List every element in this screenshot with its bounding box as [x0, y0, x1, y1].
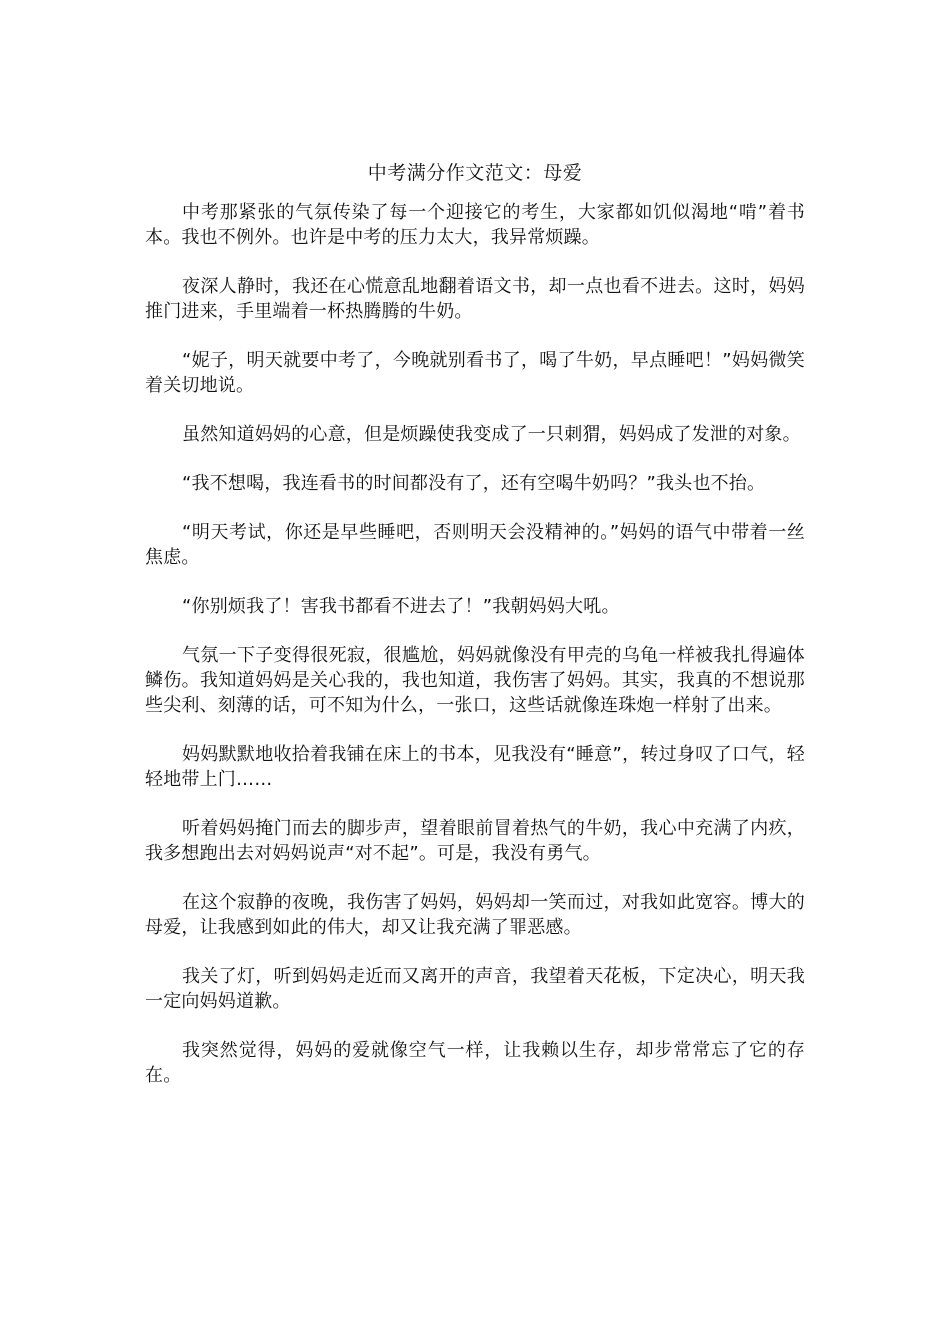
paragraph: 气氛一下子变得很死寂，很尴尬，妈妈就像没有甲壳的乌龟一样被我扎得遍体鳞伤。我知道妈妈是关心我的，我也知道，我伤害了妈妈。其实，我真的不想说那些尖利、刻薄的话，可不知为什么，一张口，这些话就像连珠炮一样射了出来。 [145, 645, 805, 716]
paragraph: 虽然知道妈妈的心意，但是烦躁使我变成了一只刺猬，妈妈成了发泄的对象。 [182, 424, 801, 445]
paragraph: 我突然觉得，妈妈的爱就像空气一样，让我赖以生存，却步常常忘了它的存在。 [145, 1040, 805, 1086]
document-title: 中考满分作文范文：母爱 [367, 162, 583, 184]
paragraph: 我关了灯，听到妈妈走近而又离开的声音，我望着天花板，下定决心，明天我一定向妈妈道歉。 [145, 966, 805, 1012]
paragraph: 夜深人静时，我还在心慌意乱地翻着语文书，却一点也看不进去。这时，妈妈推门进来，手里端着一杯热腾腾的牛奶。 [145, 276, 805, 322]
paragraph: 妈妈默默地收拾着我铺在床上的书本，见我没有“睡意”，转过身叹了口气，轻轻地带上门…… [145, 744, 805, 790]
paragraph: 听着妈妈掩门而去的脚步声，望着眼前冒着热气的牛奶，我心中充满了内疚，我多想跑出去对妈妈说声“对不起”。可是，我没有勇气。 [145, 818, 805, 864]
paragraph: 在这个寂静的夜晚，我伤害了妈妈，妈妈却一笑而过，对我如此宽容。博大的母爱，让我感到如此的伟大，却又让我充满了罪恶感。 [145, 892, 805, 938]
paragraph: 中考那紧张的气氛传染了每一个迎接它的考生，大家都如饥似渴地“啃”着书本。我也不例外。也许是中考的压力太大，我异常烦躁。 [145, 202, 805, 248]
paragraph: “妮子，明天就要中考了，今晚就别看书了，喝了牛奶，早点睡吧！”妈妈微笑着关切地说。 [145, 350, 805, 396]
paragraph: “我不想喝，我连看书的时间都没有了，还有空喝牛奶吗？”我头也不抬。 [182, 473, 766, 494]
paragraph: “明天考试，你还是早些睡吧，否则明天会没精神的。”妈妈的语气中带着一丝焦虑。 [145, 522, 805, 568]
document-body [145, 200, 805, 1112]
paragraph: “你别烦我了！害我书都看不进去了！”我朝妈妈大吼。 [182, 596, 620, 617]
